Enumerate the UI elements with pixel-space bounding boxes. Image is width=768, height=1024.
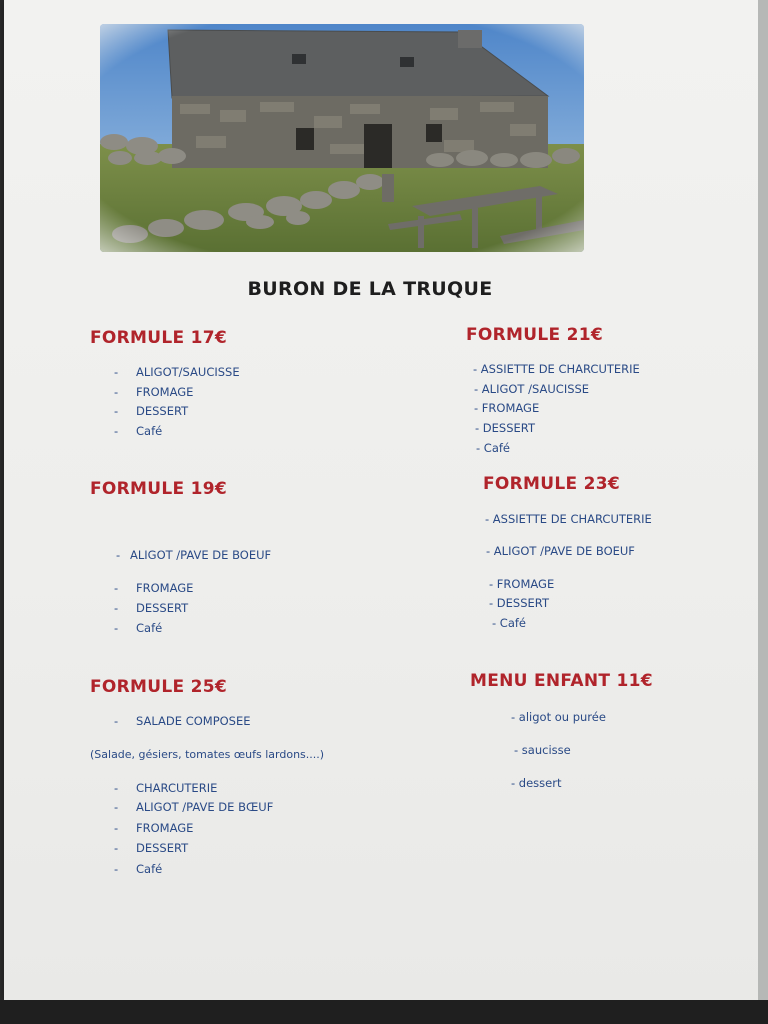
dash: - — [114, 404, 119, 418]
formule-19-item: FROMAGE — [136, 581, 194, 595]
dash: - — [114, 365, 119, 379]
formule-17-item: Café — [136, 424, 163, 438]
dash: - — [116, 548, 121, 562]
formule-25-item: DESSERT — [136, 841, 189, 855]
formule-17-item: FROMAGE — [136, 385, 194, 399]
dash: - — [114, 841, 119, 855]
formule-23-item: - Café — [492, 616, 527, 630]
formule-19-item: DESSERT — [136, 601, 189, 615]
dash: - — [114, 581, 119, 595]
formule-25-item: FROMAGE — [136, 821, 194, 835]
formule-25-item: CHARCUTERIE — [136, 781, 218, 795]
background-edge — [758, 0, 768, 1000]
formule-25-salad-note: (Salade, gésiers, tomates œufs lardons....) — [90, 748, 325, 761]
menu-enfant-item: - saucisse — [514, 743, 571, 757]
formule-23-heading: FORMULE 23€ — [483, 474, 621, 494]
formule-21-item: - Café — [476, 441, 511, 455]
dash: - — [114, 621, 119, 635]
formule-25-item: SALADE COMPOSEE — [136, 714, 251, 728]
formule-21-item: - ALIGOT /SAUCISSE — [474, 382, 590, 396]
dash: - — [114, 781, 119, 795]
menu-enfant-item: - aligot ou purée — [511, 710, 606, 724]
formule-21-item: - ASSIETTE DE CHARCUTERIE — [473, 362, 640, 376]
buron-photo — [100, 24, 584, 252]
formule-21-item: - DESSERT — [475, 421, 535, 435]
dash: - — [114, 601, 119, 615]
dash: - — [114, 862, 119, 876]
formule-17-item: ALIGOT/SAUCISSE — [136, 365, 240, 379]
formule-23-item: - FROMAGE — [489, 577, 555, 591]
dash: - — [114, 800, 119, 814]
formule-23-item: - DESSERT — [489, 596, 549, 610]
restaurant-title: BURON DE LA TRUQUE — [247, 278, 493, 300]
formule-21-item: - FROMAGE — [474, 401, 540, 415]
table-surface — [0, 1000, 768, 1024]
formule-25-item: ALIGOT /PAVE DE BŒUF — [136, 800, 274, 814]
formule-23-item: - ASSIETTE DE CHARCUTERIE — [485, 512, 652, 526]
menu-enfant-item: - dessert — [511, 776, 562, 790]
formule-23-item: - ALIGOT /PAVE DE BOEUF — [486, 544, 635, 558]
formule-25-heading: FORMULE 25€ — [90, 677, 228, 697]
dash: - — [114, 385, 119, 399]
formule-25-item: Café — [136, 862, 163, 876]
formule-21-heading: FORMULE 21€ — [466, 325, 604, 345]
dash: - — [114, 714, 119, 728]
dash: - — [114, 821, 119, 835]
menu-enfant-heading: MENU ENFANT 11€ — [470, 671, 653, 691]
formule-19-item: Café — [136, 621, 163, 635]
formule-17-item: DESSERT — [136, 404, 189, 418]
dash: - — [114, 424, 119, 438]
formule-19-item: ALIGOT /PAVE DE BOEUF — [130, 548, 272, 562]
formule-17-heading: FORMULE 17€ — [90, 328, 228, 348]
formule-19-heading: FORMULE 19€ — [90, 479, 228, 499]
